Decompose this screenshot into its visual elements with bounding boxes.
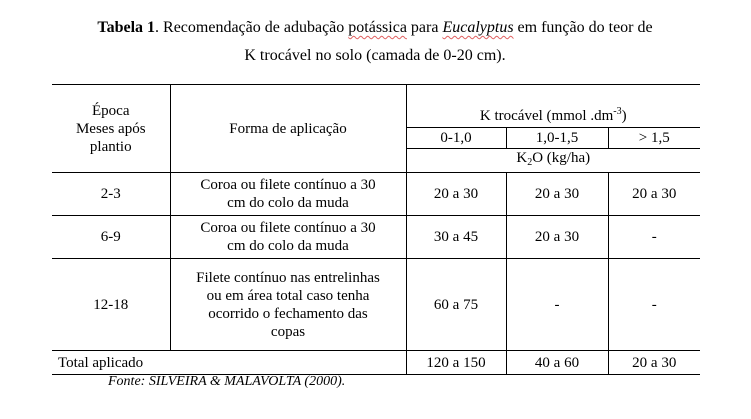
table-row xyxy=(52,216,700,259)
cell-value: - xyxy=(506,259,608,351)
forma-line: cm do colo da muda xyxy=(227,238,349,254)
forma-line: Coroa ou filete contínuo a 30 xyxy=(200,220,376,236)
forma-line: Coroa ou filete contínuo a 30 xyxy=(200,177,376,193)
cell-epoca: 2-3 xyxy=(52,173,170,216)
cell-value: 20 a 30 xyxy=(506,173,608,216)
caption-text-b: potássica xyxy=(348,19,407,36)
forma-line: Filete contínuo nas entrelinhas xyxy=(196,269,380,286)
cell-value: 20 a 30 xyxy=(608,173,700,216)
total-value: 20 a 30 xyxy=(608,351,700,375)
k-label-c: . xyxy=(586,108,595,124)
k-label-a: K trocável ( xyxy=(479,108,552,124)
unit-main: K xyxy=(516,150,528,166)
header-epoca xyxy=(52,85,170,173)
unit-rest: O (kg/ha) xyxy=(532,150,591,166)
caption-line-1 xyxy=(60,14,690,42)
unit-label xyxy=(406,149,700,173)
cell-value: - xyxy=(608,259,700,351)
header-epoca-line: Época xyxy=(92,102,130,119)
total-row xyxy=(52,351,700,375)
caption-text-e: em função do teor de xyxy=(513,19,653,36)
k-label-b: mmol xyxy=(551,108,587,124)
header-row-1 xyxy=(52,85,700,128)
total-label: Total aplicado xyxy=(52,351,406,375)
cell-forma xyxy=(170,259,406,351)
k-label-sup: -3 xyxy=(613,106,622,117)
cell-forma xyxy=(170,173,406,216)
k-label-e: ) xyxy=(621,108,627,124)
caption-species: Eucalyptus xyxy=(442,19,514,36)
forma-line: ocorrido o fechamento das xyxy=(208,305,368,322)
forma-line: ou em área total caso tenha xyxy=(206,287,370,304)
forma-line: cm do colo da muda xyxy=(227,195,349,211)
range-mid: 1,0-1,5 xyxy=(506,128,608,149)
caption-text-c: para xyxy=(406,19,443,36)
caption-line-2: K trocável no solo (camada de 0-20 cm). xyxy=(244,47,506,64)
unit-sub: 2 xyxy=(527,157,533,168)
total-value: 40 a 60 xyxy=(506,351,608,375)
cell-value: - xyxy=(608,216,700,259)
header-k-trocavel xyxy=(406,85,700,128)
range-low: 0-1,0 xyxy=(406,128,506,149)
header-forma: Forma de aplicação xyxy=(170,85,406,173)
table-source: Fonte: SILVEIRA & MALAVOLTA (2000). xyxy=(108,374,346,389)
forma-line: copas xyxy=(270,323,306,340)
header-epoca-line: Meses após xyxy=(75,120,146,137)
table-row xyxy=(52,259,700,351)
range-high: > 1,5 xyxy=(608,128,700,149)
cell-value: 60 a 75 xyxy=(406,259,506,351)
table-caption xyxy=(60,14,690,70)
header-epoca-line: plantio xyxy=(89,138,132,155)
k-label-d: dm xyxy=(594,108,614,124)
caption-label: Tabela 1 xyxy=(97,19,156,36)
cell-epoca: 12-18 xyxy=(52,259,170,351)
recommendation-table xyxy=(52,84,700,375)
cell-value: 20 a 30 xyxy=(506,216,608,259)
caption-text-a: Recomendação de adubação xyxy=(163,19,349,36)
total-value: 120 a 150 xyxy=(406,351,506,375)
caption-separator: . xyxy=(155,19,164,36)
cell-epoca: 6-9 xyxy=(52,216,170,259)
cell-value: 20 a 30 xyxy=(406,173,506,216)
cell-value: 30 a 45 xyxy=(406,216,506,259)
cell-forma xyxy=(170,216,406,259)
table-row xyxy=(52,173,700,216)
